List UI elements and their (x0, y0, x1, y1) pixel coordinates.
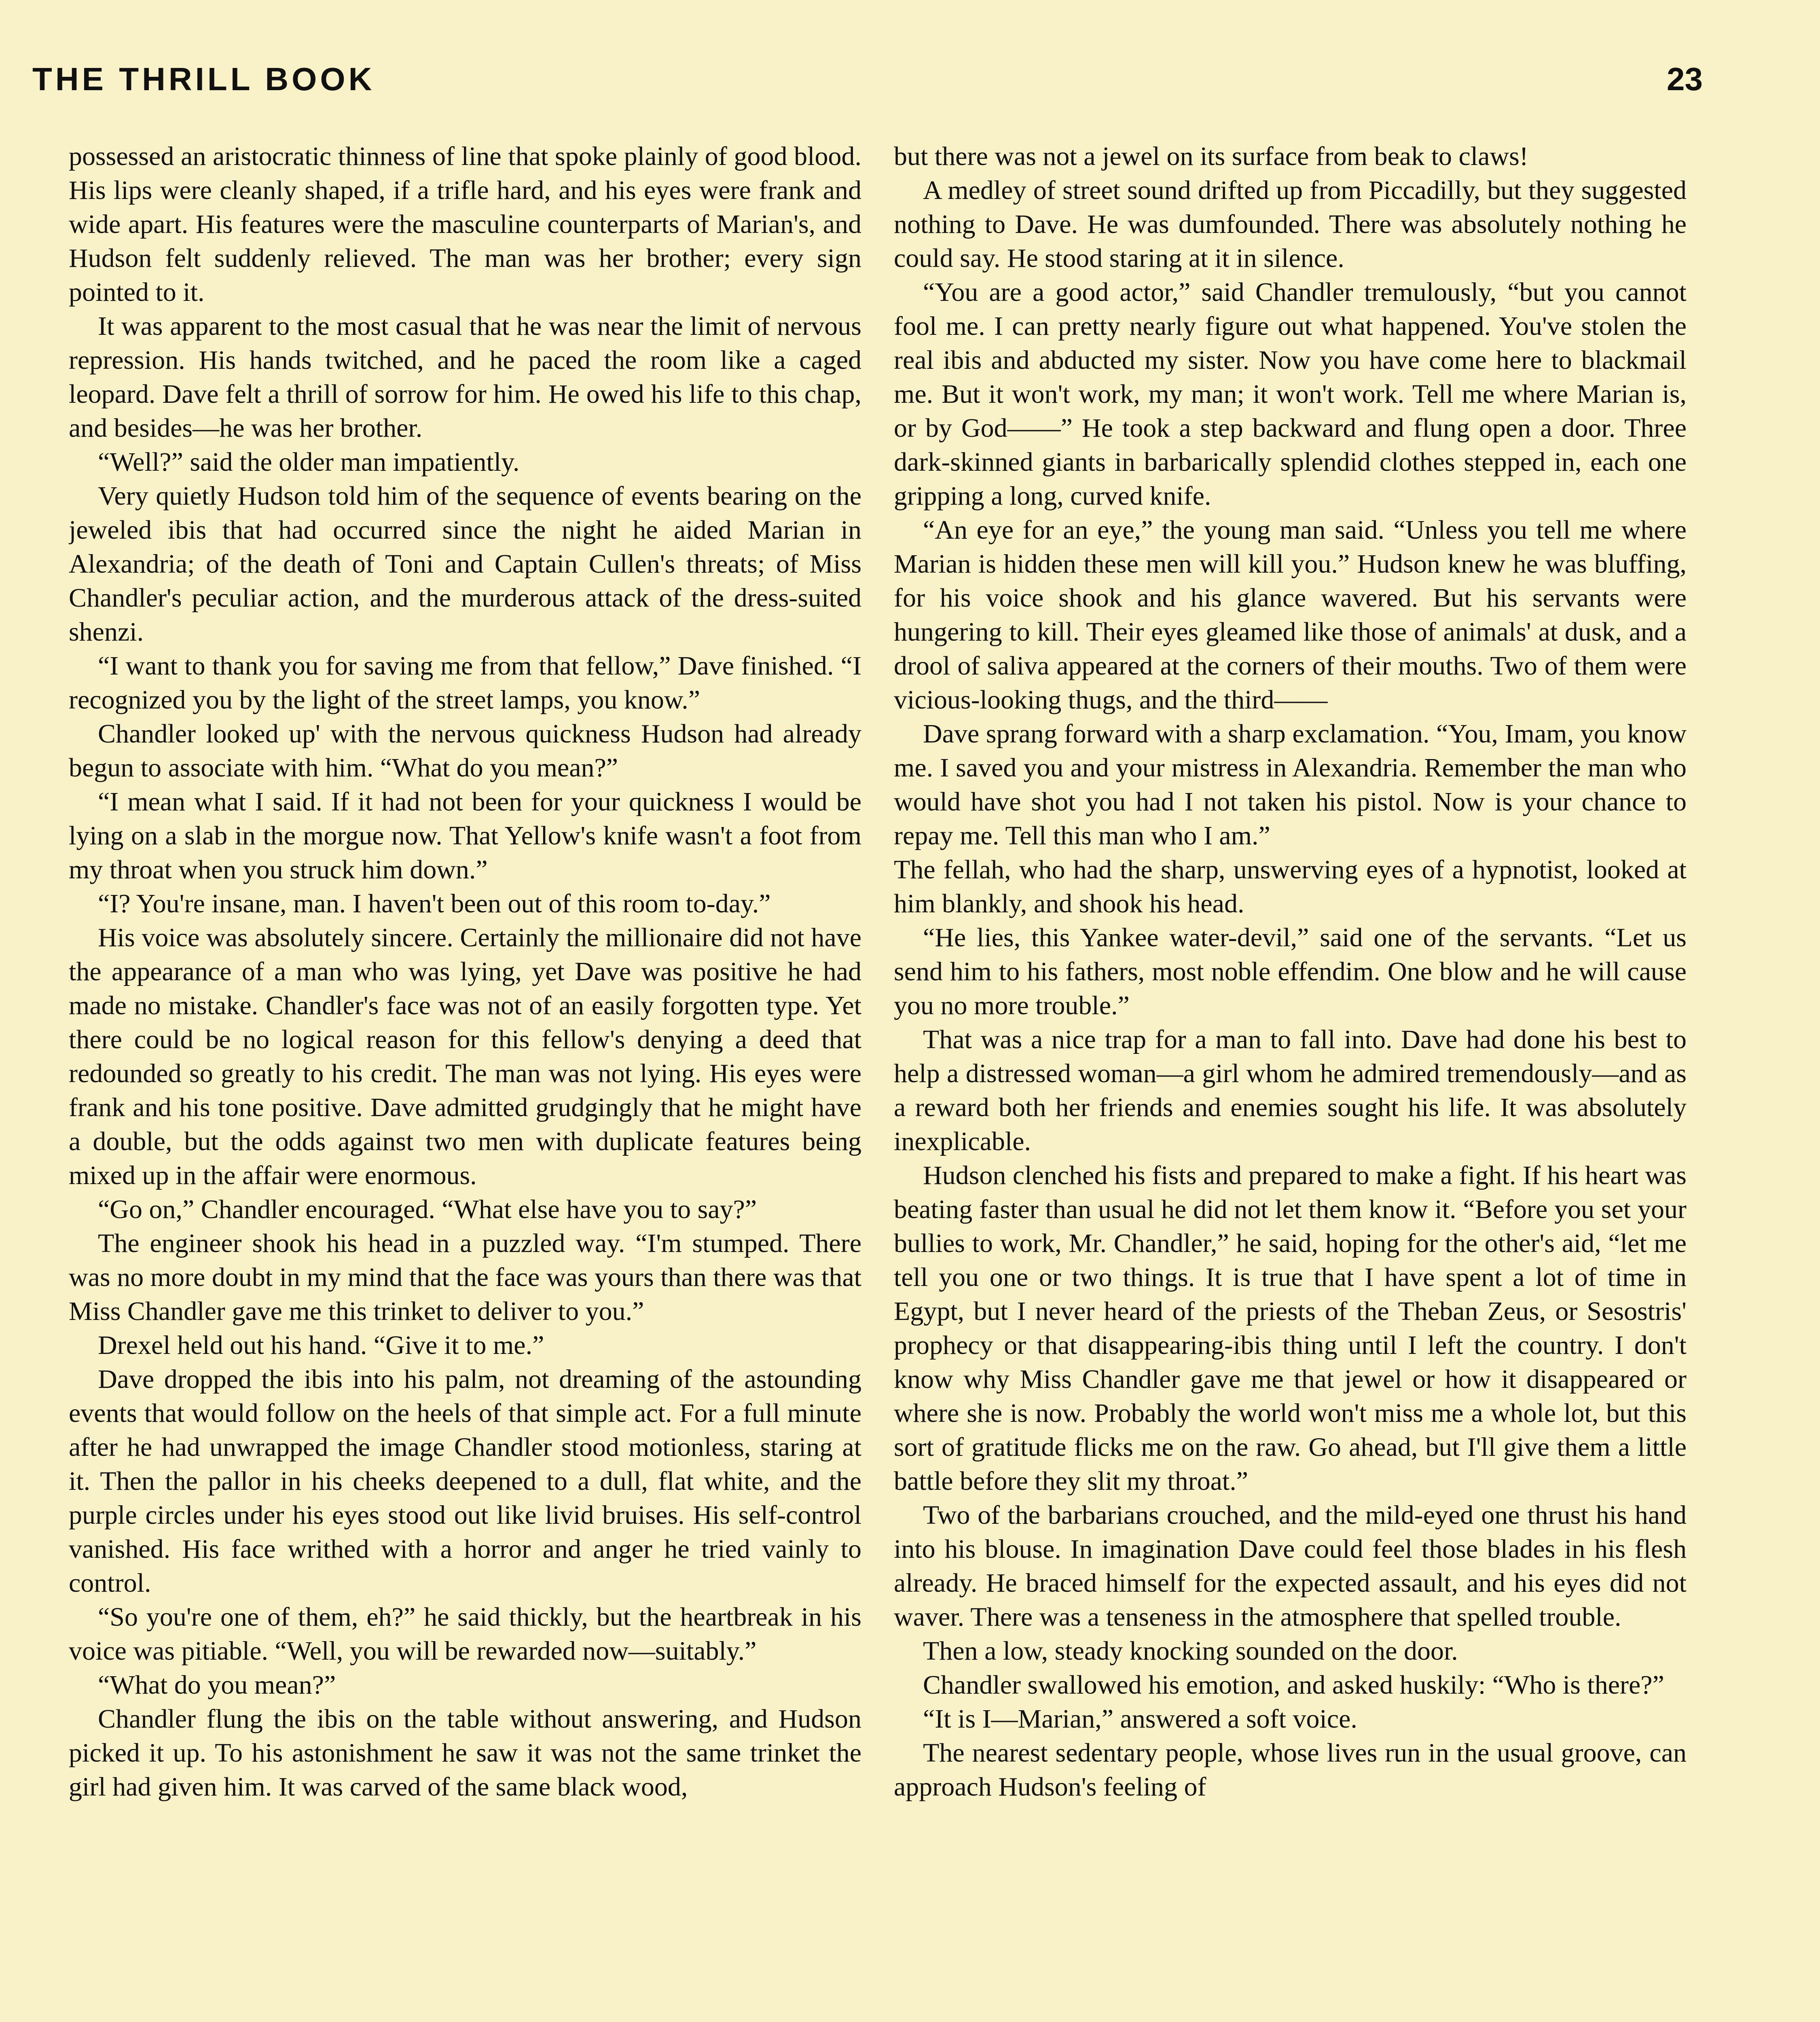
paragraph: His voice was absolutely sincere. Certainly the millionaire did not have the appearance of a man who was lying, yet Dave was positive he had made no mistake. Chandler's face was not of an easily forgotten type. Yet there could be no logical reason for this fellow's denying a deed that redounded so greatly to his credit. The man was not lying. His eyes were frank and his tone positive. Dave admitted grudgingly that he might have a double, but the odds against two men with duplicate features being mixed up in the affair were enormous. (69, 923, 861, 1190)
running-title: THE THRILL BOOK (32, 61, 375, 97)
paragraph: The fellah, who had the sharp, unswerving eyes of a hypnotist, looked at him blankly, and shook his head. (894, 855, 1687, 918)
paragraph: It was apparent to the most casual that he was near the limit of nervous repression. His hands twitched, and he paced the room like a caged leopard. Dave felt a thrill of sorrow for him. He owed his life to this chap, and besides—he was her brother. (69, 311, 861, 443)
paragraph: Two of the barbarians crouched, and the mild-eyed one thrust his hand into his blouse. In imagination Dave could feel those blades in his flesh already. He braced himself for the expected assault, and his eyes did not waver. There was a tenseness in the atmosphere that spelled trouble. (894, 1500, 1687, 1632)
paragraph: “He lies, this Yankee water-devil,” said one of the servants. “Let us send him to his fathers, most noble effendim. One blow and he will cause you no more trouble.” (894, 923, 1687, 1020)
paragraph: Then a low, steady knocking sounded on the door. (923, 1636, 1458, 1666)
paragraph: “So you're one of them, eh?” he said thickly, but the heartbreak in his voice was pitiable. “Well, you will be rewarded now—suitably.” (69, 1602, 861, 1666)
right-column (894, 140, 1687, 2022)
paragraph: “I want to thank you for saving me from that fellow,” Dave finished. “I recognized you by the light of the street lamps, you know.” (69, 651, 861, 715)
paragraph: Chandler swallowed his emotion, and asked huskily: “Who is there?” (923, 1670, 1664, 1700)
paragraph: Drexel held out his hand. “Give it to me.” (98, 1330, 544, 1360)
paragraph: A medley of street sound drifted up from Piccadilly, but they suggested nothing to Dave. He was dumfounded. There was absolutely nothing he could say. He stood staring at it in silence. (894, 176, 1687, 273)
paragraph: Chandler looked up' with the nervous quickness Hudson had already begun to associate with him. “What do you mean?” (69, 719, 861, 783)
paragraph: possessed an aristocratic thinness of line that spoke plainly of good blood. His lips were cleanly shaped, if a trifle hard, and his eyes were frank and wide apart. His features were the masculine counterparts of Marian's, and Hudson felt suddenly relieved. The man was her brother; every sign pointed to it. (69, 142, 861, 307)
paragraph: Chandler flung the ibis on the table without answering, and Hudson picked it up. To his astonishment he saw it was not the same trinket the girl had given him. It was carved of the same black wood, (69, 1704, 861, 1802)
paragraph: “An eye for an eye,” the young man said. “Unless you tell me where Marian is hidden these men will kill you.” Hudson knew he was bluffing, for his voice shook and his glance wavered. But his servants were hungering to kill. Their eyes gleamed like those of animals' at dusk, and a drool of saliva appeared at the corners of their mouths. Two of them were vicious-looking thugs, and the third—— (894, 515, 1687, 715)
paragraph: but there was not a jewel on its surface from beak to claws! (894, 142, 1528, 171)
running-head (32, 61, 1703, 109)
page-number: 23 (1667, 61, 1703, 97)
paragraph: “You are a good actor,” said Chandler tremulously, “but you cannot fool me. I can pretty nearly figure out what happened. You've stolen the real ibis and abducted my sister. Now you have come here to blackmail me. But it won't work, my man; it won't work. Tell me where Marian is, or by God——” He took a step backward and flung open a door. Three dark-skinned giants in barbarically splendid clothes stepped in, each one gripping a long, curved knife. (894, 277, 1687, 511)
paragraph: The nearest sedentary people, whose lives run in the usual groove, can approach Hudson's feeling of (894, 1738, 1687, 1802)
paragraph: “I? You're insane, man. I haven't been out of this room to-day.” (98, 889, 771, 918)
paragraph: “Well?” said the older man impatiently. (98, 447, 520, 477)
paragraph: “What do you mean?” (98, 1670, 336, 1700)
paragraph: Dave dropped the ibis into his palm, not dreaming of the astounding events that would follow on the heels of that simple act. For a full minute after he had unwrapped the image Chandler stood motionless, staring at it. Then the pallor in his cheeks deepened to a dull, flat white, and the purple circles under his eyes stood out like livid bruises. His self-control vanished. His face writhed with a horror and anger he tried vainly to control. (69, 1364, 861, 1598)
paragraph: “Go on,” Chandler encouraged. “What else have you to say?” (98, 1195, 757, 1224)
text-columns (69, 140, 1687, 2022)
paragraph: The engineer shook his head in a puzzled way. “I'm stumped. There was no more doubt in my mind that the face was yours than there was that Miss Chandler gave me this trinket to deliver to you.” (69, 1229, 861, 1326)
paragraph: “I mean what I said. If it had not been for your quickness I would be lying on a slab in the morgue now. That Yellow's knife wasn't a foot from my throat when you struck him down.” (69, 787, 861, 884)
paragraph: “It is I—Marian,” answered a soft voice. (923, 1704, 1357, 1734)
paragraph: Hudson clenched his fists and prepared to make a fight. If his heart was beating faster than usual he did not let them know it. “Before you set your bullies to work, Mr. Chandler,” he said, hoping for the other's aid, “let me tell you one or two things. It is true that I have spent a lot of time in Egypt, but I never heard of the priests of the Theban Zeus, or Sesostris' prophecy or that disappearing-ibis thing until I left the country. I don't know why Miss Chandler gave me that jewel or how it disappeared or where she is now. Probably the world won't miss me a whole lot, but this sort of gratitude flicks me on the raw. Go ahead, but I'll give them a little battle before they slit my throat.” (894, 1161, 1687, 1496)
paragraph: Dave sprang forward with a sharp exclamation. “You, Imam, you know me. I saved you and your mistress in Alexandria. Remember the man who would have shot you had I not taken his pistol. Now is your chance to repay me. Tell this man who I am.” (894, 719, 1687, 850)
paragraph: That was a nice trap for a man to fall into. Dave had done his best to help a distressed woman—a girl whom he admired tremendously—and as a reward both her friends and enemies sought his life. It was absolutely inexplicable. (894, 1025, 1687, 1156)
left-column (69, 140, 861, 2022)
paragraph: Very quietly Hudson told him of the sequence of events bearing on the jeweled ibis that had occurred since the night he aided Marian in Alexandria; of the death of Toni and Captain Cullen's threats; of Miss Chandler's peculiar action, and the murderous attack of the dress-suited shenzi. (69, 481, 861, 647)
